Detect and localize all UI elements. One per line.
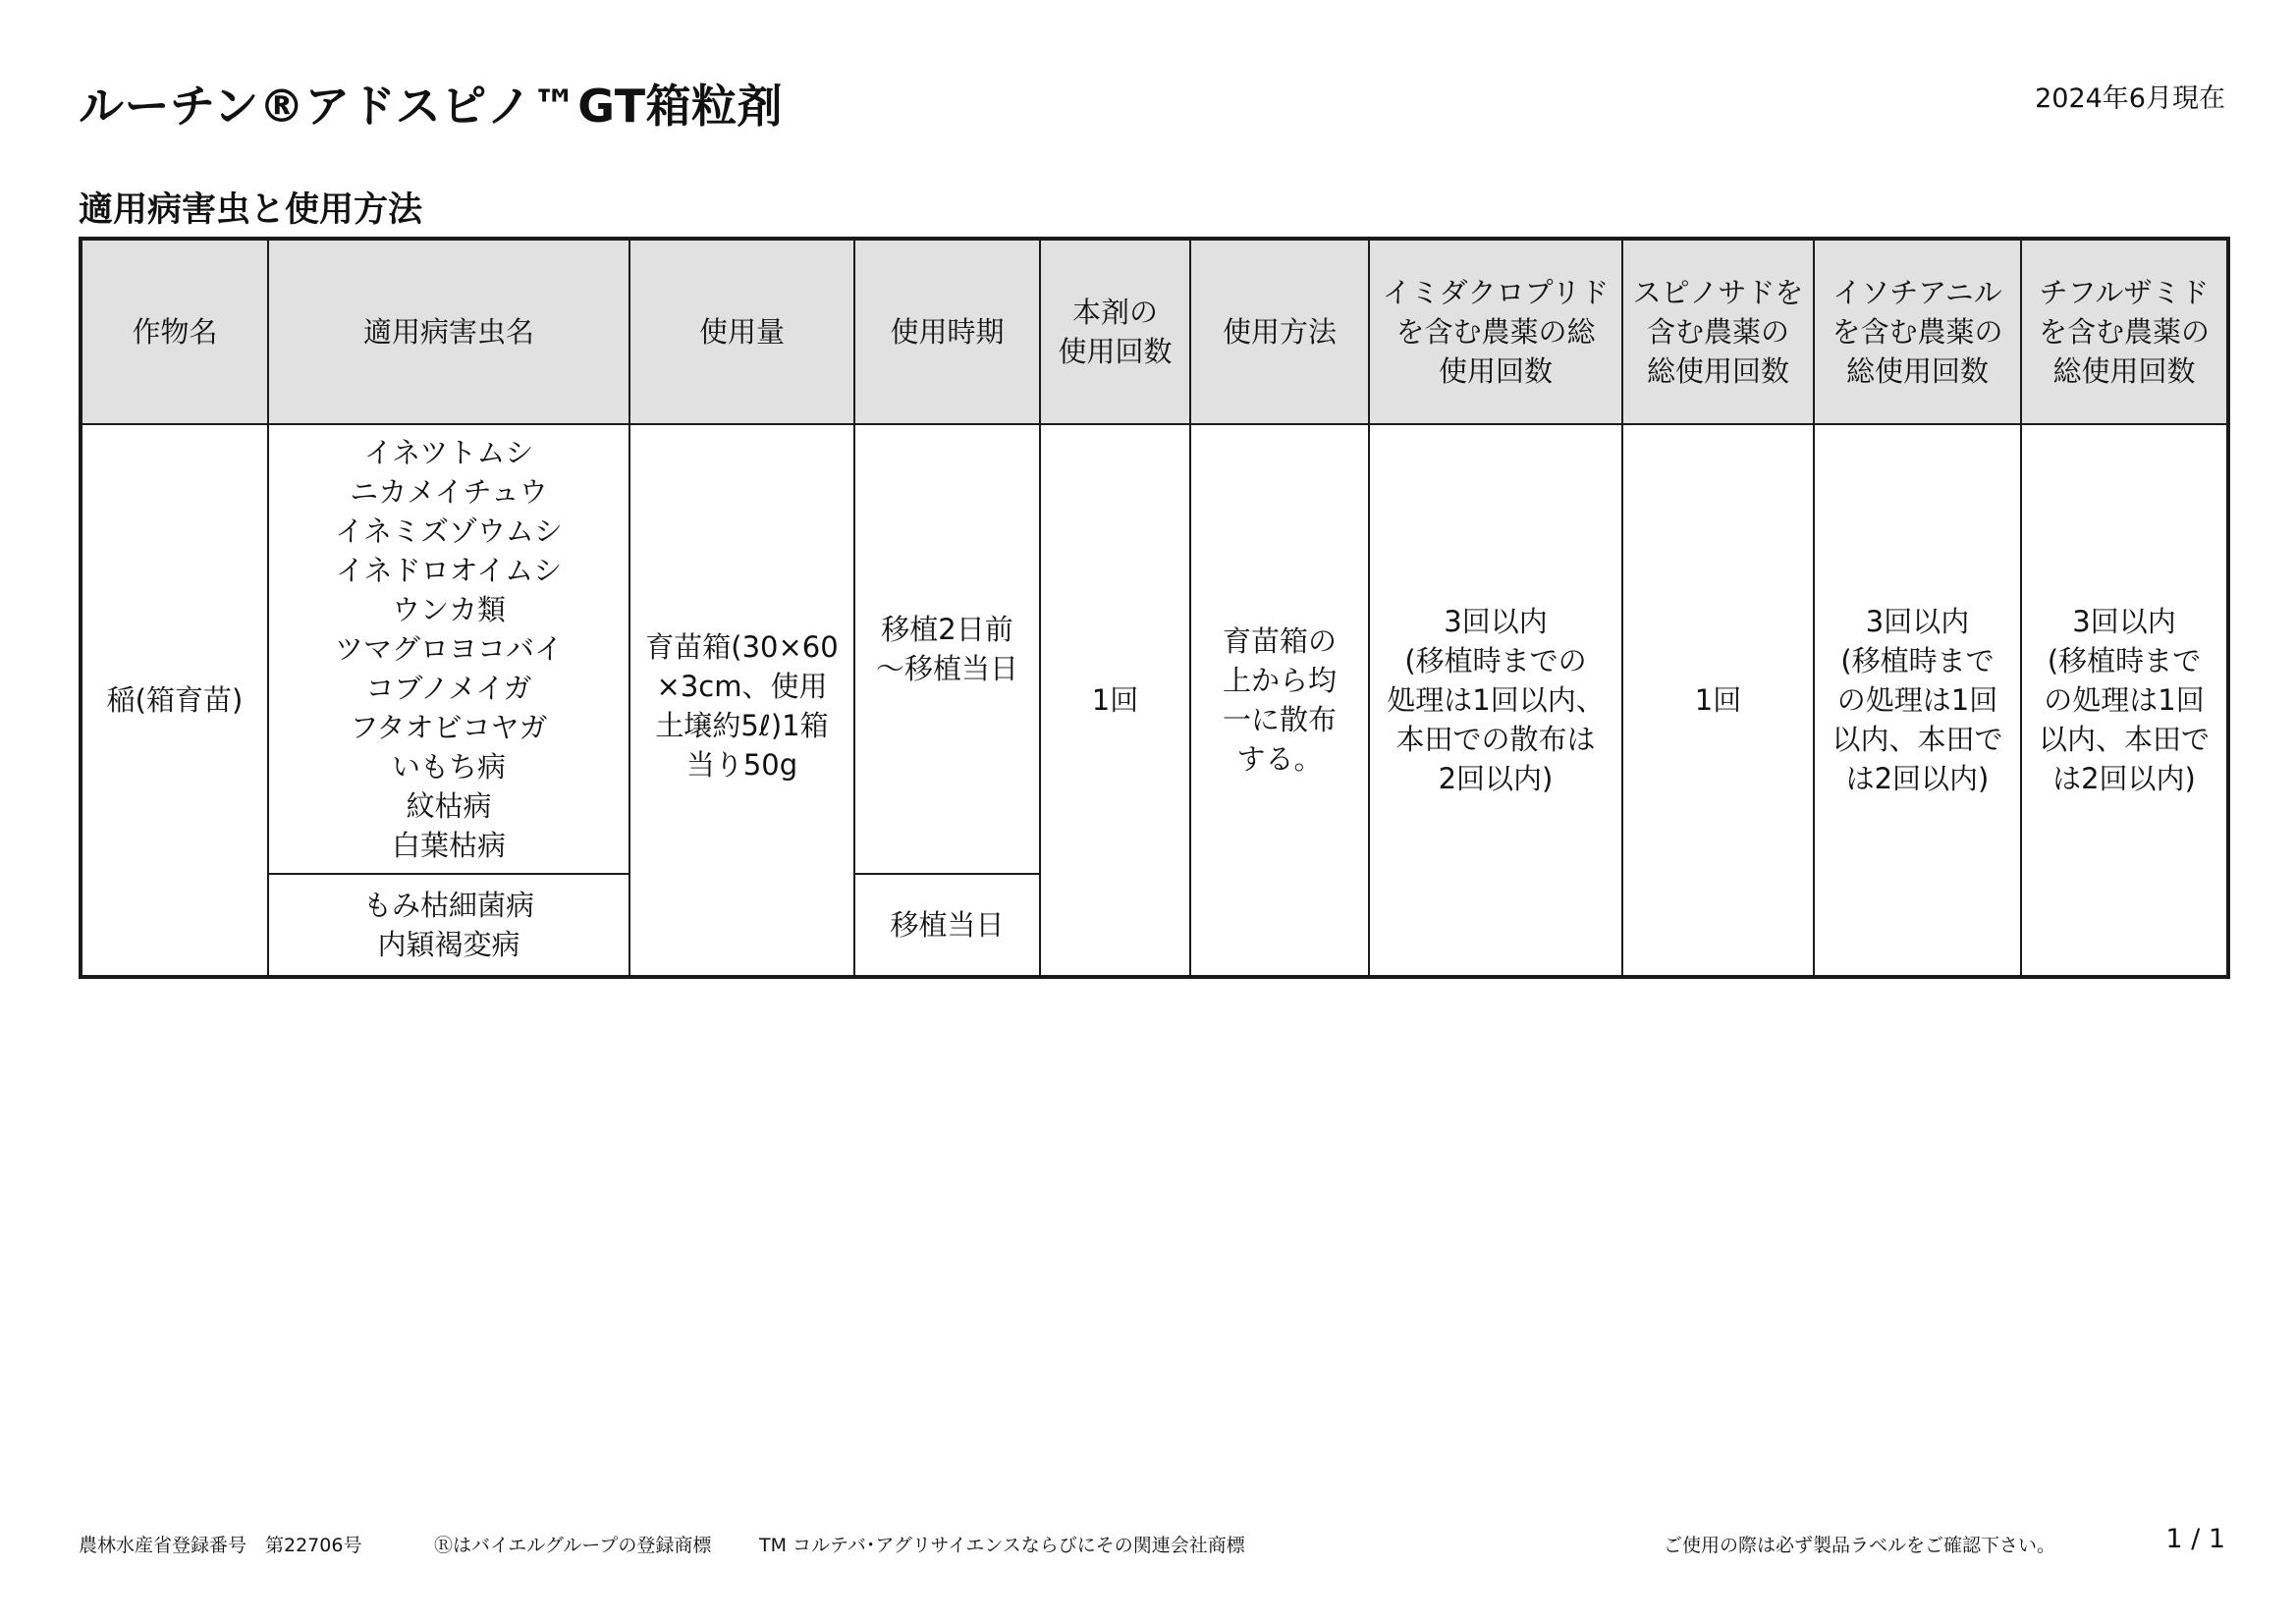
imidacloprid-total-cell: 3回以内 (移植時までの 処理は1回以内、 本田での散布は 2回以内) <box>1369 424 1622 977</box>
uses-cell: 1回 <box>1040 424 1190 977</box>
header-pests: 適用病害虫名 <box>268 239 629 424</box>
amount-cell: 育苗箱(30×60 ×3cm、使用 土壌約5ℓ)1箱 当り50g <box>629 424 854 977</box>
document-date: 2024年6月現在 <box>2035 83 2225 114</box>
header-method: 使用方法 <box>1190 239 1369 424</box>
pests-cell-group2: もみ枯細菌病 内穎褐変病 <box>268 874 629 977</box>
header-timing: 使用時期 <box>854 239 1040 424</box>
header-uses: 本剤の 使用回数 <box>1040 239 1190 424</box>
document-title: ルーチン®アドスピノ™GT箱粒剤 <box>79 80 784 133</box>
header-imidacloprid-total: イミダクロプリド を含む農薬の総 使用回数 <box>1369 239 1622 424</box>
timing-cell-group2: 移植当日 <box>854 874 1040 977</box>
timing-cell-group1: 移植2日前 ～移植当日 <box>854 424 1040 874</box>
header-spinosad-total: スピノサドを 含む農薬の 総使用回数 <box>1622 239 1814 424</box>
header-amount: 使用量 <box>629 239 854 424</box>
isotianil-total-cell: 3回以内 (移植時まで の処理は1回 以内、本田で は2回以内) <box>1814 424 2021 977</box>
footer-registration: 農林水産省登録番号 第22706号 <box>79 1535 362 1556</box>
header-thifluzamide-total: チフルザミド を含む農薬の 総使用回数 <box>2021 239 2228 424</box>
header-crop: 作物名 <box>81 239 268 424</box>
section-title: 適用病害虫と使用方法 <box>79 190 423 230</box>
table-header-row <box>81 239 2228 424</box>
header-isotianil-total: イソチアニル を含む農薬の 総使用回数 <box>1814 239 2021 424</box>
spinosad-total-cell: 1回 <box>1622 424 1814 977</box>
thifluzamide-total-cell: 3回以内 (移植時まで の処理は1回 以内、本田で は2回以内) <box>2021 424 2228 977</box>
page-number: 1 / 1 <box>2165 1524 2225 1554</box>
method-cell: 育苗箱の 上から均 一に散布 する。 <box>1190 424 1369 977</box>
table-row <box>81 424 2228 874</box>
footer-trademark: TM コルテバ･アグリサイエンスならびにその関連会社商標 <box>759 1535 1245 1556</box>
usage-table <box>79 237 2230 979</box>
footer-registered-mark: Ⓡはバイエルグループの登録商標 <box>434 1535 712 1556</box>
footer-notice: ご使用の際は必ず製品ラベルをご確認下さい。 <box>1664 1535 2056 1556</box>
pests-cell-group1: イネツトムシ ニカメイチュウ イネミズゾウムシ イネドロオイムシ ウンカ類 ツマグロヨコバイ コブノメイガ フタオビコヤガ いもち病 紋枯病 白葉枯病 <box>268 424 629 874</box>
crop-cell: 稲(箱育苗) <box>81 424 268 977</box>
